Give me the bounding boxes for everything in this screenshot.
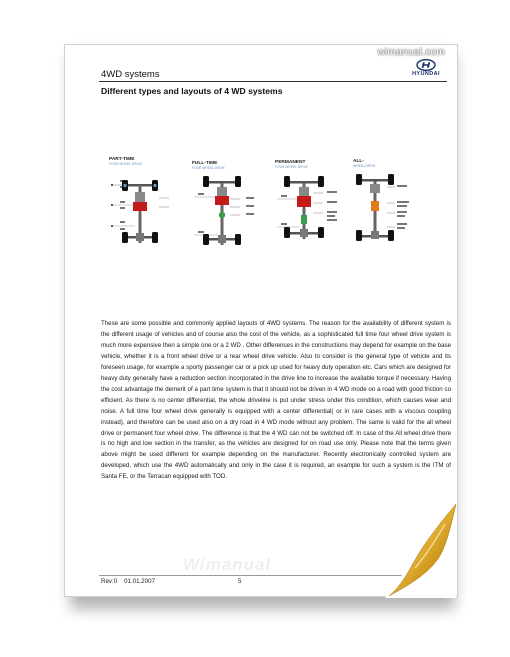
full-time-layout-icon — [190, 157, 266, 253]
footer-watermark: Wimanual — [183, 555, 272, 574]
all-wheel-layout-icon — [351, 157, 427, 253]
body-paragraph: These are some possible and commonly applied layouts of 4WD systems. The reason for the availability of different system is the different usage of vehicles and of course also the cost of the vehicle, as a sophisticated full time four wheel drive system is much more expensive then a simple one or a 2 WD . Other differences in the constructions may depend for example on the base vehicle, whether it is a front wheel drive or a rear wheel drive vehicle. Also to consider is the general type of vehicle and its foreseen usage, for example a sporty passenger car or a pick up used for heavy duty operation etc. Cars which are designed for heavy duty generally have a reduction section incorporated in the drive line to increase the available torque if necessary. Having the cost advantage the demerit of a part time system is that it should not be driven in 4 WD mode on a road with good friction co efficient. As there is no center differential, the whole driveline is put under stress under this condition, which causes wear and noise. A full time four wheel drive generally is equipped with a center differential( or in rare cases with a viscous coupling instead), and therefore can be used also on a dry road in 4 WD mode without any problem. The same is valid for the all wheel drive or permanent four wheel drive. The difference is that the 4 WD can not be switched off. In case of the All wheel drive there is no high and low section in the transfer, as the vehicles are designed for on road use only. Please note that the terms given above might be used different for example depending on the manufacturer. Recently electronically controlled system are developed, which use the 4WD automatically and only in the case it is required, an example for such a system is the ITM of Santa FE, or the Terracan equipped with TOD. — [101, 320, 451, 481]
diagram-full-time — [190, 157, 266, 253]
diagram-subtitle: FOUR WHEEL DRIVE — [192, 166, 225, 170]
header-divider — [99, 81, 447, 82]
page-curl-icon — [385, 502, 457, 598]
diagram-name: FULL-TIME — [192, 161, 218, 166]
part-time-layout-icon — [107, 157, 183, 253]
page-number: 5 — [238, 578, 242, 585]
drivetrain-diagrams — [107, 157, 427, 253]
watermark-url: wimanual.com — [377, 47, 445, 58]
brand-wordmark: HYUNDAI — [412, 71, 440, 77]
revision-date: 01.01.2007 — [124, 578, 156, 585]
page-header-title: 4WD systems — [101, 69, 160, 80]
diagram-subtitle: FOUR WHEEL DRIVE — [275, 165, 308, 169]
diagram-all-wheel — [351, 157, 427, 253]
permanent-layout-icon — [273, 157, 349, 253]
diagram-name: PART-TIME — [109, 157, 135, 162]
diagram-permanent — [273, 157, 349, 253]
revision-label: Rev:0 — [101, 578, 118, 585]
section-heading: Different types and layouts of 4 WD systems — [101, 86, 283, 96]
hyundai-emblem-icon — [416, 59, 436, 71]
footer-revision — [101, 578, 155, 585]
diagram-name: PERMANENT — [275, 160, 306, 165]
diagram-part-time — [107, 157, 183, 253]
diagram-subtitle: FOUR WHEEL DRIVE — [109, 162, 142, 166]
hyundai-logo — [409, 59, 443, 77]
diagram-name: ALL- — [353, 159, 364, 164]
diagram-subtitle: WHEEL DRIVE — [353, 164, 376, 168]
